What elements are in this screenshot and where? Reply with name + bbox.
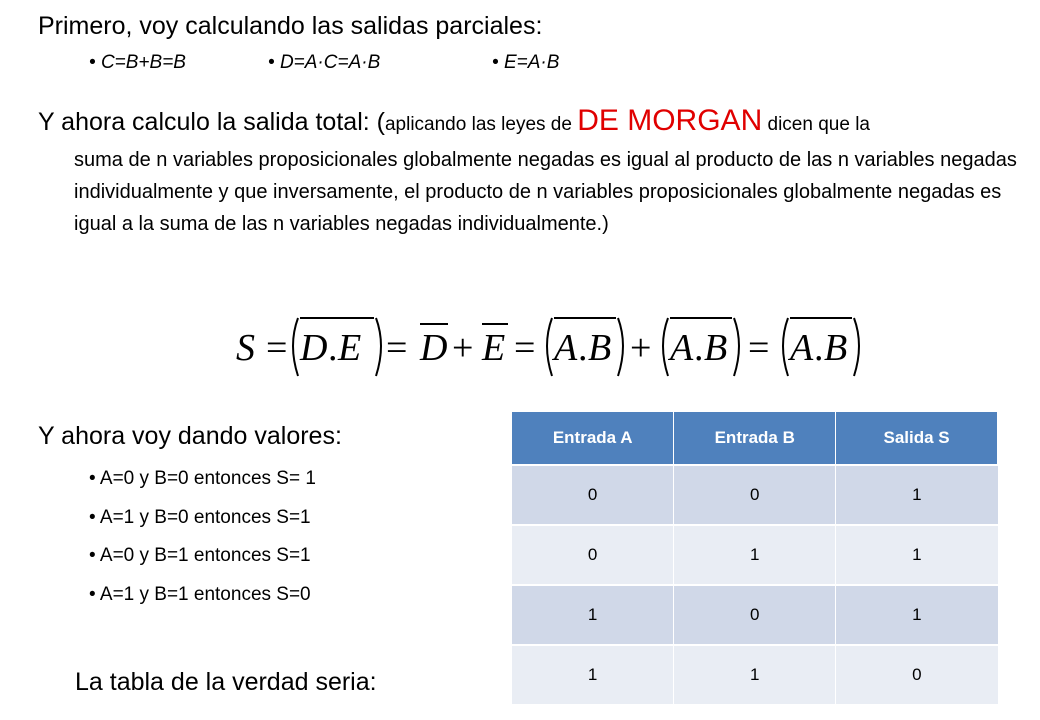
heading-partial-outputs: Primero, voy calculando las salidas parciales: <box>38 12 543 40</box>
svg-text:.: . <box>694 327 704 369</box>
svg-text:+: + <box>630 327 652 369</box>
table-cell: 0 <box>674 465 836 525</box>
partial-output-item: • C=B+B=B <box>89 52 186 73</box>
svg-text:D: D <box>420 327 448 369</box>
table-header-row <box>512 412 998 465</box>
svg-text:A: A <box>670 327 694 369</box>
paragraph-small-2: dicen que la <box>762 114 870 135</box>
table-row <box>512 465 998 525</box>
partial-output-item: • D=A·C=A·B <box>268 52 381 73</box>
table-cell: 1 <box>512 585 674 645</box>
svg-text:B: B <box>704 327 728 369</box>
table-row <box>512 585 998 645</box>
formula-s: S <box>236 327 255 369</box>
paragraph-rest: suma de n variables proposicionales globalmente negadas es igual al producto de las n variables negadas individualmente y que inversamente, el producto de n variables proposicionales globalmente negadas es igual a la suma de las n variables negadas individualmente.) <box>74 149 1017 235</box>
values-list <box>89 466 316 620</box>
table-row <box>512 525 998 585</box>
heading-values: Y ahora voy dando valores: <box>38 422 342 450</box>
value-item: • A=1 y B=0 entonces S=1 <box>89 506 311 528</box>
value-item: • A=0 y B=1 entonces S=1 <box>89 545 311 566</box>
svg-text:=: = <box>748 327 770 369</box>
paragraph-small-1: aplicando las leyes de <box>384 114 578 135</box>
svg-text:=: = <box>386 327 408 369</box>
svg-text:E: E <box>482 327 506 369</box>
svg-text:B: B <box>588 327 612 369</box>
svg-text:B: B <box>824 327 848 369</box>
table-cell: 1 <box>836 585 998 645</box>
table-cell: 0 <box>512 465 674 525</box>
header-entrada-b: Entrada B <box>674 412 836 465</box>
table-cell: 1 <box>836 525 998 585</box>
svg-text:.: . <box>328 327 338 369</box>
svg-text:.: . <box>578 327 588 369</box>
table-cell: 0 <box>674 585 836 645</box>
value-item: • A=1 y B=1 entonces S=0 <box>89 583 311 605</box>
table-cell: 1 <box>674 645 836 704</box>
formula-e: E <box>338 327 362 369</box>
de-morgan-formula <box>236 298 876 384</box>
heading-truth-table: La tabla de la verdad seria: <box>75 668 377 696</box>
header-entrada-a: Entrada A <box>512 412 674 465</box>
paragraph-lead: Y ahora calculo la salida total: ( <box>38 108 385 136</box>
table-cell: 1 <box>674 525 836 585</box>
svg-text:A: A <box>790 327 814 369</box>
header-salida-s: Salida S <box>836 412 998 465</box>
svg-text:=: = <box>514 327 536 369</box>
svg-text:A: A <box>554 327 578 369</box>
table-cell: 0 <box>512 525 674 585</box>
value-item: • A=0 y B=0 entonces S= 1 <box>89 468 316 489</box>
svg-text:.: . <box>814 327 824 369</box>
table-row <box>512 645 998 704</box>
formula-d: D <box>300 327 328 369</box>
table-cell: 1 <box>512 645 674 704</box>
table-cell: 0 <box>836 645 998 704</box>
truth-table <box>512 412 998 704</box>
partial-output-item: • E=A·B <box>492 52 560 73</box>
table-cell: 1 <box>836 465 998 525</box>
partial-outputs-list <box>0 52 1040 82</box>
svg-text:+: + <box>452 327 474 369</box>
formula-eq: = <box>266 327 288 369</box>
de-morgan-paragraph <box>38 104 1023 240</box>
de-morgan-highlight: DE MORGAN <box>577 104 763 137</box>
